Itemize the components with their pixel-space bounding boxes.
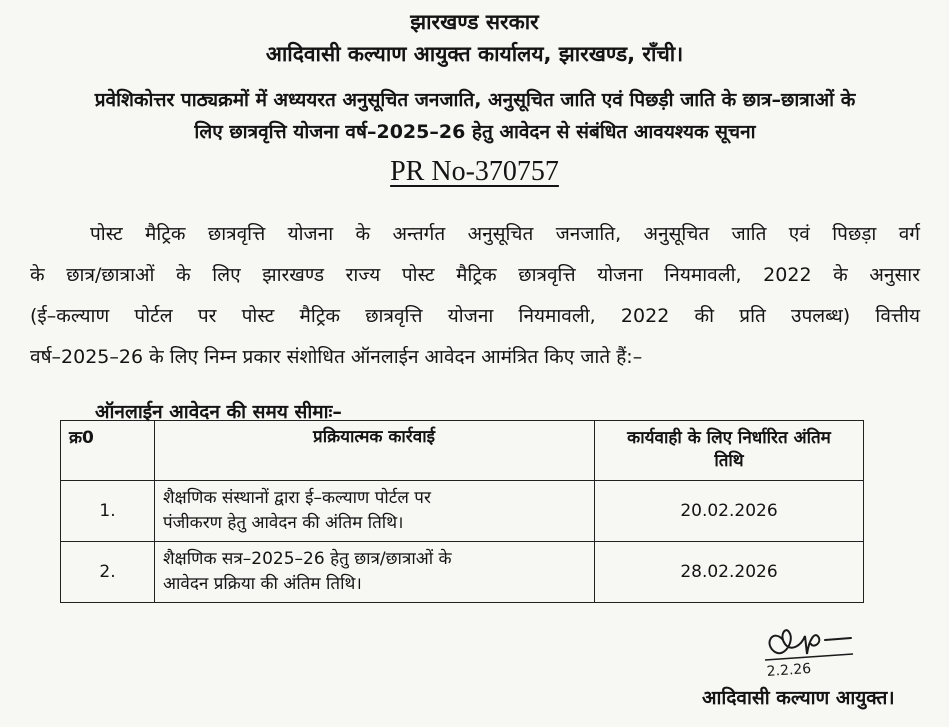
deadline-header (595, 421, 864, 481)
signature-date: 2.2.26 (766, 660, 812, 680)
pr-number: PR No-370757 (390, 156, 559, 187)
row-action-line-1: शैक्षणिक सत्र–2025–26 हेतु छात्र/छात्राओं के (163, 549, 452, 569)
table-row (61, 481, 864, 542)
deadline-header-line-1: कार्यवाही के लिए निर्धारित अंतिम (627, 428, 831, 448)
signatory-designation: आदिवासी कल्याण आयुक्त। (702, 687, 895, 709)
paragraph-line: पोस्ट मैट्रिक छात्रवृत्ति योजना के अन्तर्गत अनुसूचित जनजाति, अनुसूचित जाति एवं पिछड़ा वर्ग (90, 223, 920, 245)
schedule-table (60, 420, 864, 603)
government-heading: झारखण्ड सरकार (410, 10, 539, 34)
row-action-line-2: आवेदन प्रक्रिया की अंतिम तिथि। (163, 574, 362, 594)
row-action (155, 481, 595, 542)
paragraph-line: वर्ष–2025–26 के लिए निम्न प्रकार संशोधित ऑनलाईन आवेदन आमंत्रित किए जाते हैं:– (30, 346, 643, 368)
schedule-label: ऑनलाईन आवेदन की समय सीमाः– (95, 401, 342, 423)
table-header-row (61, 421, 864, 481)
deadline-header-line-2: तिथि (714, 451, 744, 471)
row-action-line-1: शैक्षणिक संस्थानों द्वारा ई–कल्याण पोर्टल पर (163, 488, 431, 508)
row-action-line-2: पंजीकरण हेतु आवेदन की अंतिम तिथि। (163, 513, 404, 533)
table-row (61, 542, 864, 603)
row-serial: 1. (61, 481, 155, 542)
row-date: 28.02.2026 (595, 542, 864, 603)
row-action (155, 542, 595, 603)
subject-line-1: प्रवेशिकोत्तर पाठ्यक्रमों में अध्ययरत अनुसूचित जनजाति, अनुसूचित जाति एवं पिछड़ी जाति के छात्र–छात्राओं के (94, 89, 856, 111)
row-date: 20.02.2026 (595, 481, 864, 542)
notice-paragraph (30, 214, 920, 378)
row-serial: 2. (61, 542, 155, 603)
serial-header: क्र0 (61, 421, 155, 481)
paragraph-line: के छात्र/छात्राओं के लिए झारखण्ड राज्य पोस्ट मैट्रिक छात्रवृत्ति योजना नियमावली, 2022 के अनुसार (30, 264, 920, 286)
office-heading: आदिवासी कल्याण आयुक्त कार्यालय, झारखण्ड, राँची। (265, 42, 684, 66)
subject-line-2: लिए छात्रवृत्ति योजना वर्ष–2025–26 हेतु आवेदन से संबंधित आवयश्यक सूचना (194, 121, 756, 143)
paragraph-line: (ई–कल्याण पोर्टल पर पोस्ट मैट्रिक छात्रवृत्ति योजना नियमावली, 2022 की प्रति उपलब्ध) वित्तीय (30, 305, 920, 327)
handwritten-signature (755, 610, 855, 680)
action-header: प्रक्रियात्मक कार्रवाई (155, 421, 595, 481)
